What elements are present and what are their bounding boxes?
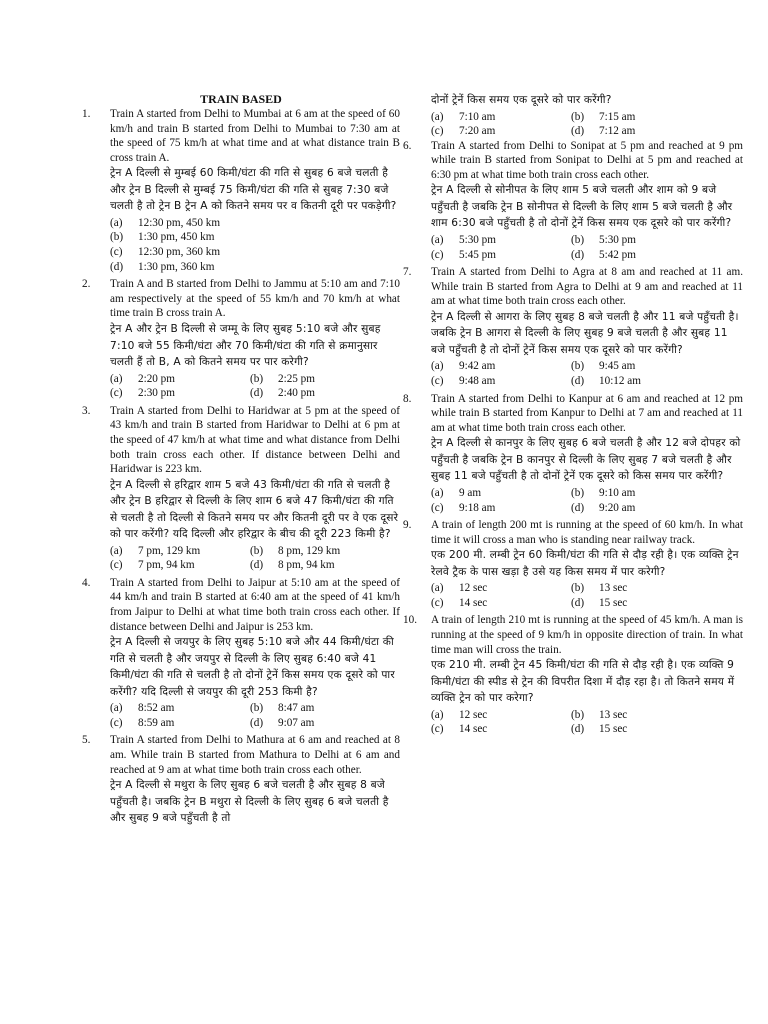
option-value: 7:15 am — [599, 110, 636, 123]
answer-option — [110, 558, 250, 573]
question-hindi-text: ट्रेन A दिल्ली से मुम्बई 60 किमी/घंटा की गति से सुबह 6 बजे चलती है और ट्रेन B दिल्ली से मुम्बई 75 किमी/घंटा की गति से सुबह 7:30 बजे चलती है तो ट्रेन B ट्रेन A को कितने समय पर व कितनी दूरी पर पकड़ेगी? — [110, 167, 397, 213]
question-5-continuation — [403, 92, 743, 139]
question-english-text: Train A started from Delhi to Agra at 8 am and reached at 11 am. While train B started from Agra to Delhi at 9 am and reached at 11 am at what time both train cross each other. — [431, 266, 743, 308]
question-hindi-text: ट्रेन A दिल्ली से हरिद्वार शाम 5 बजे 43 किमी/घंटा की गति से चलती है और ट्रेन B हरिद्वार से दिल्ली के लिए शाम 6 बजे 47 किमी/घंटा की गति से चलती है तो दिल्ली से कितने समय पर और कितनी दूरी पर वे एक दूसरे को पार करेंगी? यदि दिल्ली और हरिद्वार के बीच की दूरी 223 किमी है? — [110, 478, 399, 541]
question-hindi-text: ट्रेन A दिल्ली से सोनीपत के लिए शाम 5 बजे चलती और शाम को 9 बजे पहुँचती है जबकि ट्रेन B सोनीपत से दिल्ली के लिए शाम 5 बजे चलती है और शाम 6:30 बजे पहुँचती है तो दोनों ट्रेनें किस समय एक दूसरे को पार करेंगी? — [431, 184, 733, 230]
answer-options — [431, 486, 743, 515]
answer-option — [571, 581, 743, 596]
option-value: 7 pm, 94 km — [138, 559, 195, 572]
answer-options — [110, 216, 400, 274]
option-value: 9:42 am — [459, 360, 496, 373]
option-key: (b) — [250, 702, 264, 715]
right-column — [403, 92, 743, 740]
option-value: 1:30 pm, 360 km — [138, 260, 215, 273]
option-key: (b) — [250, 544, 264, 557]
answer-option — [431, 359, 571, 374]
answer-option — [431, 581, 571, 596]
answer-option — [431, 596, 571, 611]
option-value: 10:12 am — [599, 375, 641, 388]
left-question-list — [82, 107, 400, 827]
option-value: 5:30 pm — [599, 233, 636, 246]
question-number: 3. — [82, 404, 91, 417]
question-english-text: Train A started from Delhi to Mumbai at 6 am at the speed of 60 km/h and train B started from Delhi to Mumbai to 7:30 am at the speed of 75 km/h at what time and at what distance train B cross train A. — [110, 108, 400, 164]
option-key: (b) — [571, 582, 585, 595]
answer-option — [431, 110, 571, 125]
answer-options — [431, 233, 743, 262]
answer-option — [250, 701, 400, 716]
answer-options — [110, 544, 400, 573]
option-key: (a) — [431, 708, 444, 721]
question-hindi-text: ट्रेन A दिल्ली से आगरा के लिए सुबह 8 बजे चलती है और 11 बजे पहुँचती है। जबकि ट्रेन B आगरा से दिल्ली के लिए सुबह 9 बजे चलती है और सुबह 11 बजे पहुँचती है तो दोनों ट्रेनें किस समय एक दूसरे को पार करेंगी? — [431, 310, 739, 356]
option-key: (a) — [110, 372, 123, 385]
option-value: 13 sec — [599, 582, 628, 595]
question-english-text: A train of length 210 mt is running at the speed of 45 km/h. A man is running at the speed of 9 km/h in opposite direction of train. In what time man will cross the train. — [431, 614, 743, 656]
option-value: 7:10 am — [459, 110, 496, 123]
option-key: (c) — [431, 248, 444, 261]
answer-option — [431, 374, 571, 389]
option-key: (d) — [571, 125, 585, 138]
left-column — [82, 92, 400, 830]
option-key: (c) — [110, 716, 123, 729]
answer-option — [110, 245, 400, 260]
option-value: 7 pm, 129 km — [138, 544, 201, 557]
answer-options — [431, 708, 743, 737]
answer-option — [110, 260, 400, 275]
option-value: 15 sec — [599, 723, 628, 736]
question-item — [403, 392, 743, 515]
answer-option — [571, 124, 743, 139]
answer-options — [431, 581, 743, 610]
option-key: (d) — [571, 501, 585, 514]
option-key: (b) — [250, 372, 264, 385]
option-key: (c) — [431, 375, 444, 388]
question-item — [82, 576, 400, 731]
answer-option — [250, 386, 400, 401]
option-value: 12 sec — [459, 582, 488, 595]
option-key: (c) — [110, 246, 123, 259]
option-value: 8:47 am — [278, 702, 315, 715]
question-hindi-text: ट्रेन A दिल्ली से मथुरा के लिए सुबह 6 बजे चलती है और सुबह 8 बजे पहुँचती है। जबकि ट्रेन B मथुरा से दिल्ली के लिए सुबह 6 बजे चलती है और सुबह 9 बजे पहुँचती है तो — [110, 779, 389, 825]
answer-options — [431, 359, 743, 388]
option-value: 14 sec — [459, 723, 488, 736]
question-number: 7. — [403, 266, 412, 279]
option-key: (b) — [571, 708, 585, 721]
answer-option — [571, 596, 743, 611]
question-number: 2. — [82, 278, 91, 291]
option-value: 5:30 pm — [459, 233, 496, 246]
option-value: 8 pm, 94 km — [278, 559, 335, 572]
question-hindi-text: ट्रेन A दिल्ली से कानपुर के लिए सुबह 6 बजे चलती है और 12 बजे दोपहर को पहुँचती है जबकि ट्रेन B कानपुर से दिल्ली के लिए सुबह 7 बजे चलती है और सुबह 11 बजे पहुँचती है तो दोनों ट्रेनें एक दूसरे को किस समय पार करेंगी? — [431, 437, 741, 483]
question-item — [82, 733, 400, 826]
answer-option — [571, 708, 743, 723]
question-item — [82, 277, 400, 400]
option-key: (a) — [431, 360, 444, 373]
question-hindi-text: दोनों ट्रेनें किस समय एक दूसरे को पार करेंगी? — [431, 94, 612, 106]
question-item — [403, 613, 743, 736]
option-key: (a) — [431, 582, 444, 595]
option-value: 7:20 am — [459, 125, 496, 138]
page-title: TRAIN BASED — [200, 92, 282, 106]
answer-option — [571, 722, 743, 737]
option-key: (c) — [110, 387, 123, 400]
question-item — [403, 139, 743, 262]
option-key: (b) — [571, 360, 585, 373]
option-key: (c) — [431, 596, 444, 609]
answer-option — [250, 372, 400, 387]
answer-option — [571, 501, 743, 516]
answer-option — [571, 110, 743, 125]
answer-option — [110, 372, 250, 387]
answer-option — [431, 248, 571, 263]
option-value: 1:30 pm, 450 km — [138, 231, 215, 244]
option-value: 12 sec — [459, 708, 488, 721]
option-key: (b) — [571, 486, 585, 499]
answer-options — [110, 372, 400, 401]
question-number: 6. — [403, 139, 412, 152]
answer-option — [571, 374, 743, 389]
option-key: (b) — [571, 110, 585, 123]
option-key: (b) — [571, 233, 585, 246]
answer-option — [431, 486, 571, 501]
question-number: 5. — [82, 734, 91, 747]
option-value: 15 sec — [599, 596, 628, 609]
question-english-text: Train A started from Delhi to Mathura at 6 am and reached at 8 am. While train B started from Mathura to Delhi at 6 am and reached at 9 am at what time both train cross each other. — [110, 734, 400, 776]
option-key: (c) — [431, 501, 444, 514]
option-value: 2:40 pm — [278, 387, 315, 400]
option-key: (d) — [571, 596, 585, 609]
option-value: 9:18 am — [459, 501, 496, 514]
option-key: (c) — [431, 723, 444, 736]
option-key: (a) — [431, 110, 444, 123]
option-key: (a) — [431, 233, 444, 246]
question-english-text: A train of length 200 mt is running at the speed of 60 km/h. In what time it will cross a man who is standing near railway track. — [431, 519, 743, 546]
option-value: 2:30 pm — [138, 387, 175, 400]
question-english-text: Train A started from Delhi to Sonipat at 5 pm and reached at 9 pm while train B started from Sonipat to Delhi at 5 pm and reached at 6:30 pm at what time both train cross each other. — [431, 139, 743, 181]
option-value: 9:48 am — [459, 375, 496, 388]
option-value: 14 sec — [459, 596, 488, 609]
answer-options — [431, 110, 743, 139]
answer-option — [250, 544, 400, 559]
option-key: (d) — [250, 559, 264, 572]
answer-option — [110, 216, 400, 231]
option-value: 2:25 pm — [278, 372, 315, 385]
answer-option — [431, 233, 571, 248]
answer-options — [110, 701, 400, 730]
answer-option — [110, 230, 400, 245]
answer-option — [110, 544, 250, 559]
question-english-text: Train A started from Delhi to Jaipur at 5:10 am at the speed of 44 km/h and train B started at 6:40 am at the speed of 41 km/h from Jaipur to Delhi at what time both train cross each other. If distance between Delhi and Jaipur is 253 km. — [110, 576, 400, 633]
answer-option — [110, 716, 250, 731]
answer-option — [431, 722, 571, 737]
option-key: (a) — [110, 544, 123, 557]
option-value: 2:20 pm — [138, 372, 175, 385]
question-english-text: Train A started from Delhi to Kanpur at 6 am and reached at 12 pm while train B started from Kanpur to Delhi at 7 am and reached at 11 am at what time both train cross each other. — [431, 392, 743, 434]
option-value: 7:12 am — [599, 125, 636, 138]
answer-option — [431, 124, 571, 139]
answer-option — [571, 486, 743, 501]
answer-option — [431, 501, 571, 516]
answer-option — [571, 248, 743, 263]
option-value: 5:42 pm — [599, 248, 636, 261]
option-value: 8:59 am — [138, 716, 175, 729]
option-key: (c) — [110, 559, 123, 572]
question-number: 4. — [82, 576, 91, 589]
option-value: 12:30 pm, 450 km — [138, 216, 221, 229]
question-hindi-text: ट्रेन A दिल्ली से जयपुर के लिए सुबह 5:10 बजे और 44 किमी/घंटा की गति से चलती है और जयपुर से दिल्ली के लिए सुबह 6:40 बजे 41 किमी/घंटा की गति से चलती है तो दोनों ट्रेनें किस समय एक दूसरे को पार करेंगी? यदि दिल्ली से जयपुर की दूरी 253 किमी है? — [110, 636, 395, 698]
question-number: 1. — [82, 108, 91, 120]
question-english-text: Train A and B started from Delhi to Jammu at 5:10 am and 7:10 am respectively at the speed of 55 km/h and 70 km/h at what time train B cross train A. — [110, 278, 400, 320]
option-value: 9 am — [459, 486, 482, 499]
answer-option — [431, 708, 571, 723]
option-key: (d) — [250, 716, 264, 729]
question-item — [82, 107, 400, 274]
option-value: 8:52 am — [138, 702, 175, 715]
question-english-text: Train A started from Delhi to Haridwar at 5 pm at the speed of 43 km/h and train B started from Haridwar to Delhi at 6 pm at the speed of 47 km/h at what time and what distance from Delhi both train cross each other. If distance between Delhi and Haridwar is 223 km. — [110, 404, 400, 476]
option-key: (d) — [571, 723, 585, 736]
option-value: 13 sec — [599, 708, 628, 721]
option-value: 9:07 am — [278, 716, 315, 729]
question-number: 9. — [403, 519, 412, 532]
option-key: (a) — [431, 486, 444, 499]
option-key: (b) — [110, 231, 124, 244]
answer-option — [250, 716, 400, 731]
option-value: 9:10 am — [599, 486, 636, 499]
option-key: (d) — [571, 248, 585, 261]
option-key: (a) — [110, 216, 123, 229]
answer-option — [571, 233, 743, 248]
option-value: 8 pm, 129 km — [278, 544, 341, 557]
answer-option — [110, 386, 250, 401]
option-key: (d) — [250, 387, 264, 400]
option-value: 12:30 pm, 360 km — [138, 246, 221, 259]
option-key: (d) — [571, 375, 585, 388]
option-value: 9:45 am — [599, 360, 636, 373]
option-key: (a) — [110, 702, 123, 715]
option-key: (c) — [431, 125, 444, 138]
question-hindi-text: एक 210 मी. लम्बी ट्रेन 45 किमी/घंटा की गति से दौड़ रही है। एक व्यक्ति 9 किमी/घंटा की स्पीड से ट्रेन की विपरीत दिशा में दौड़ रहा है। तो कितने समय में व्यक्ति ट्रेन को पार करेगा? — [431, 659, 735, 705]
option-value: 9:20 am — [599, 501, 636, 514]
question-item — [403, 518, 743, 610]
answer-option — [250, 558, 400, 573]
option-value: 5:45 pm — [459, 248, 496, 261]
right-question-list — [403, 139, 743, 737]
question-item — [403, 265, 743, 388]
answer-option — [110, 701, 250, 716]
question-number: 8. — [403, 392, 412, 405]
question-hindi-text: ट्रेन A और ट्रेन B दिल्ली से जम्मू के लिए सुबह 5:10 बजे और सुबह 7:10 बजे 55 किमी/घंटा और 70 किमी/घंटा की गति से क्रमानुसार चलती हैं तो B, A को कितने समय पर पार करेगी? — [110, 323, 381, 369]
question-number: 10. — [403, 614, 417, 627]
option-key: (d) — [110, 260, 124, 273]
answer-option — [571, 359, 743, 374]
question-item — [82, 404, 400, 573]
question-hindi-text: एक 200 मी. लम्बी ट्रेन 60 किमी/घंटा की गति से दौड़ रही है। एक व्यक्ति ट्रेन रेलवे ट्रैक के पास खड़ा है उसे यह किस समय में पार करेगी? — [431, 549, 739, 578]
